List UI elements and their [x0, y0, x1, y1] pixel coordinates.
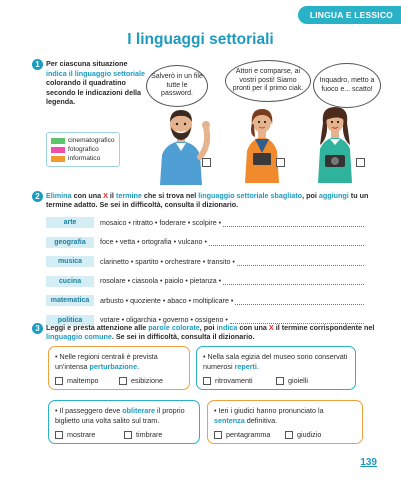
list-item	[46, 252, 364, 272]
answer-line[interactable]	[237, 258, 364, 266]
list-item	[46, 291, 364, 311]
speech-bubble-2: Attori e comparse, ai vostri posti! Siamo pronti per il primo ciak.	[225, 60, 311, 102]
sentence-text: • Nelle regioni centrali è prevista un'intensa perturbazione.	[55, 352, 158, 372]
option-checkbox[interactable]	[214, 431, 222, 439]
list-item	[46, 213, 364, 233]
list-item	[46, 272, 364, 292]
legend-item: fotografico	[51, 145, 115, 154]
exercise-1-number: 1	[32, 59, 43, 70]
word-list: foce • vetta • ortografia • vulcano •	[100, 238, 207, 247]
option[interactable]: esibizione	[119, 376, 183, 386]
option[interactable]: mostrare	[55, 430, 124, 440]
director-illustration	[237, 103, 287, 183]
sector-tag: musica	[46, 256, 94, 267]
answer-checkbox-3[interactable]	[356, 158, 365, 167]
legend-item: informatico	[51, 154, 115, 163]
man-illustration	[146, 105, 216, 185]
sentence-text: • Ieri i giudici hanno pronunciato la sentenza definitiva.	[214, 406, 324, 426]
sentence-text: • Il passeggero deve obliterare il proprio biglietto una volta salito sul tram.	[55, 406, 185, 426]
option[interactable]: gioielli	[276, 376, 349, 386]
option-checkbox[interactable]	[124, 431, 132, 439]
sentence-box-1	[48, 346, 190, 390]
sector-tag: geografia	[46, 237, 94, 248]
word-list: clarinetto • spartito • orchestrare • transito •	[100, 257, 235, 266]
option-checkbox[interactable]	[285, 431, 293, 439]
legend	[46, 132, 120, 167]
swatch-pink	[51, 147, 65, 153]
word-list: arbusto • quoziente • abaco • moltiplicare •	[100, 296, 234, 305]
swatch-orange	[51, 156, 65, 162]
option[interactable]: ritrovamenti	[203, 376, 276, 386]
legend-item: cinematografico	[51, 136, 115, 145]
sentence-text: • Nella sala egizia del museo sono conservati numerosi reperti.	[203, 352, 348, 372]
sentence-box-2	[196, 346, 356, 390]
answer-line[interactable]	[209, 238, 364, 246]
sector-tag: cucina	[46, 276, 94, 287]
option[interactable]: timbrare	[124, 430, 193, 440]
section-tab: LINGUA E LESSICO	[298, 6, 401, 24]
sector-word-list	[46, 213, 364, 330]
option-checkbox[interactable]	[203, 377, 211, 385]
option-checkbox[interactable]	[119, 377, 127, 385]
exercise-3-instruction: Leggi e presta attenzione alle parole colorate, poi indica con una X il termine corrispondente nel linguaggio comune. Se sei in difficoltà, consulta il dizionario.	[46, 323, 375, 342]
exercise-3-number: 3	[32, 323, 43, 334]
page-title: I linguaggi settoriali	[127, 31, 274, 48]
answer-line[interactable]	[235, 297, 364, 305]
photographer-illustration	[310, 103, 360, 183]
option[interactable]: pentagramma	[214, 430, 285, 440]
answer-checkbox-1[interactable]	[202, 158, 211, 167]
sector-tag: arte	[46, 217, 94, 228]
option[interactable]: maltempo	[55, 376, 119, 386]
sentence-box-4	[207, 400, 363, 444]
answer-checkbox-2[interactable]	[276, 158, 285, 167]
option-checkbox[interactable]	[55, 431, 63, 439]
answer-line[interactable]	[223, 219, 364, 227]
exercise-1-instruction: Per ciascuna situazione indica il linguaggio settoriale colorando il quadratino secondo le indicazioni della legenda.	[46, 59, 146, 107]
list-item	[46, 233, 364, 253]
word-list: mosaico • ritratto • foderare • scolpire •	[100, 218, 222, 227]
page-number: 139	[360, 457, 377, 468]
exercise-2-instruction: Elimina con una X il termine che si trova nel linguaggio settoriale sbagliato, poi aggiungi tu un termine adatto. Se sei in difficoltà, consulta il dizionario.	[46, 191, 369, 210]
word-list: rosolare • ciasoola • paiolo • pietanza •	[100, 277, 222, 286]
option-checkbox[interactable]	[276, 377, 284, 385]
exercise-2-number: 2	[32, 191, 43, 202]
answer-line[interactable]	[223, 277, 364, 285]
swatch-green	[51, 138, 65, 144]
sentence-box-3	[48, 400, 200, 444]
speech-bubble-1: Salverò in un file tutte le password.	[146, 65, 208, 107]
word-list: votare • oligarchia • governo • ossigeno •	[100, 316, 228, 325]
sector-tag: matematica	[46, 295, 94, 306]
option-checkbox[interactable]	[55, 377, 63, 385]
speech-bubble-3: Inquadro, metto a fuoco e... scatto!	[313, 63, 381, 108]
option[interactable]: giudizio	[285, 430, 356, 440]
sector-tag: politica	[46, 315, 94, 326]
